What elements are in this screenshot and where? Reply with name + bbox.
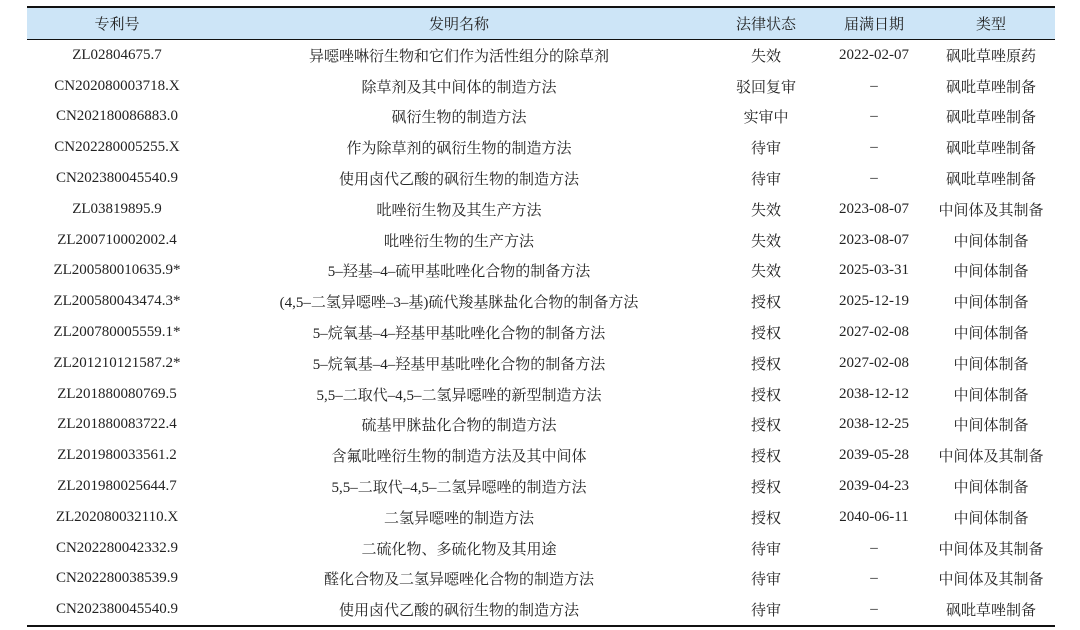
cell-patent-no: ZL201980025644.7 — [57, 478, 177, 495]
cell-legal-status: 授权 — [750, 387, 781, 404]
cell-type: 中间体及其制备 — [938, 202, 1044, 219]
cell-type: 中间体制备 — [953, 510, 1029, 527]
cell-type: 砜吡草唑制备 — [945, 110, 1036, 127]
cell-type: 中间体制备 — [953, 480, 1029, 497]
cell-type: 中间体制备 — [953, 418, 1029, 435]
cell-legal-status: 授权 — [750, 295, 781, 312]
cell-invention-name: 5,5–二取代–4,5–二氢异噁唑的制造方法 — [331, 480, 587, 497]
table-row — [27, 564, 1055, 595]
cell-expiry-date: 2023-08-07 — [839, 231, 909, 248]
cell-patent-no: ZL200580043474.3* — [53, 293, 181, 310]
table-row — [27, 194, 1055, 225]
cell-invention-name: 吡唑衍生物及其生产方法 — [376, 202, 542, 219]
cell-expiry-date: – — [870, 601, 878, 618]
cell-invention-name: 含氟吡唑衍生物的制造方法及其中间体 — [331, 449, 587, 466]
cell-patent-no: ZL201880080769.5 — [57, 385, 177, 402]
cell-legal-status: 失效 — [750, 233, 781, 250]
table-row — [27, 410, 1055, 441]
cell-patent-no: ZL200780005559.1* — [53, 324, 181, 341]
cell-invention-name: 使用卤代乙酸的砜衍生物的制造方法 — [338, 603, 579, 620]
cell-legal-status: 待审 — [750, 141, 781, 158]
cell-invention-name: 5–羟基–4–硫甲基吡唑化合物的制备方法 — [327, 264, 591, 281]
cell-legal-status: 授权 — [750, 510, 781, 527]
cell-invention-name: 吡唑衍生物的生产方法 — [383, 233, 534, 250]
header-patent-no: 专利号 — [94, 17, 140, 33]
table-row — [27, 102, 1055, 133]
cell-type: 中间体制备 — [953, 326, 1029, 343]
table-row — [27, 533, 1055, 564]
cell-patent-no: ZL200580010635.9* — [53, 262, 181, 279]
table-row — [27, 594, 1055, 626]
cell-patent-no: CN202080003718.X — [54, 77, 180, 94]
cell-expiry-date: 2023-08-07 — [839, 200, 909, 217]
cell-patent-no: ZL201980033561.2 — [57, 447, 177, 464]
cell-expiry-date: 2038-12-12 — [839, 385, 909, 402]
cell-patent-no: CN202280042332.9 — [55, 539, 179, 556]
header-legal-status: 法律状态 — [735, 17, 796, 33]
patent-table — [27, 6, 1055, 627]
table-row — [27, 286, 1055, 317]
cell-expiry-date: 2025-12-19 — [839, 293, 909, 310]
cell-expiry-date: – — [870, 139, 878, 156]
cell-invention-name: 5–烷氧基–4–羟基甲基吡唑化合物的制备方法 — [312, 356, 606, 373]
cell-expiry-date: 2022-02-07 — [839, 46, 909, 63]
cell-patent-no: CN202280038539.9 — [55, 570, 179, 587]
cell-patent-no: ZL202080032110.X — [55, 508, 179, 525]
header-expiry-date: 届满日期 — [843, 17, 904, 33]
cell-type: 中间体制备 — [953, 233, 1029, 250]
cell-invention-name: 二氢异噁唑的制造方法 — [383, 510, 534, 527]
cell-type: 中间体及其制备 — [938, 449, 1044, 466]
cell-legal-status: 驳回复审 — [735, 79, 796, 96]
cell-expiry-date: 2038-12-25 — [839, 416, 909, 433]
cell-type: 中间体制备 — [953, 264, 1029, 281]
table-row — [27, 40, 1055, 71]
cell-legal-status: 待审 — [750, 572, 781, 589]
table-body — [27, 40, 1055, 627]
cell-invention-name: (4,5–二氢异噁唑–3–基)硫代羧基脒盐化合物的制备方法 — [279, 295, 639, 312]
header-type: 类型 — [975, 17, 1006, 33]
cell-invention-name: 使用卤代乙酸的砜衍生物的制造方法 — [338, 172, 579, 189]
cell-expiry-date: – — [870, 77, 878, 94]
cell-patent-no: ZL02804675.7 — [72, 46, 162, 63]
table-row — [27, 71, 1055, 102]
cell-patent-no: CN202380045540.9 — [55, 601, 179, 618]
cell-legal-status: 授权 — [750, 418, 781, 435]
cell-type: 砜吡草唑制备 — [945, 172, 1036, 189]
cell-legal-status: 失效 — [750, 264, 781, 281]
cell-legal-status: 实审中 — [743, 110, 789, 127]
cell-invention-name: 作为除草剂的砜衍生物的制造方法 — [346, 141, 572, 158]
cell-invention-name: 5,5–二取代–4,5–二氢异噁唑的新型制造方法 — [316, 387, 602, 404]
cell-legal-status: 失效 — [750, 48, 781, 65]
cell-patent-no: ZL200710002002.4 — [57, 231, 177, 248]
cell-type: 砜吡草唑制备 — [945, 603, 1036, 620]
cell-patent-no: ZL03819895.9 — [72, 200, 162, 217]
cell-invention-name: 硫基甲脒盐化合物的制造方法 — [361, 418, 557, 435]
cell-expiry-date: 2027-02-08 — [839, 324, 909, 341]
cell-legal-status: 授权 — [750, 356, 781, 373]
cell-type: 中间体及其制备 — [938, 572, 1044, 589]
table-row — [27, 132, 1055, 163]
cell-legal-status: 待审 — [750, 541, 781, 558]
header-invention-name: 发明名称 — [428, 17, 489, 33]
cell-legal-status: 失效 — [750, 202, 781, 219]
cell-expiry-date: 2040-06-11 — [839, 508, 909, 525]
cell-type: 中间体及其制备 — [938, 541, 1044, 558]
cell-type: 砜吡草唑制备 — [945, 79, 1036, 96]
cell-invention-name: 二硫化物、多硫化物及其用途 — [361, 541, 557, 558]
cell-expiry-date: 2039-05-28 — [839, 447, 909, 464]
cell-type: 中间体制备 — [953, 295, 1029, 312]
table-header — [27, 7, 1055, 40]
cell-type: 中间体制备 — [953, 356, 1029, 373]
table-row — [27, 348, 1055, 379]
cell-expiry-date: 2039-04-23 — [839, 478, 909, 495]
table-row — [27, 502, 1055, 533]
table-row — [27, 256, 1055, 287]
table-row — [27, 379, 1055, 410]
cell-expiry-date: – — [870, 570, 878, 587]
cell-invention-name: 砜衍生物的制造方法 — [391, 110, 527, 127]
cell-expiry-date: 2025-03-31 — [839, 262, 909, 279]
cell-expiry-date: – — [870, 539, 878, 556]
cell-legal-status: 授权 — [750, 326, 781, 343]
cell-patent-no: ZL201880083722.4 — [57, 416, 177, 433]
cell-patent-no: ZL201210121587.2* — [53, 354, 181, 371]
table-row — [27, 163, 1055, 194]
cell-expiry-date: – — [870, 108, 878, 125]
cell-legal-status: 待审 — [750, 172, 781, 189]
cell-legal-status: 待审 — [750, 603, 781, 620]
cell-expiry-date: 2027-02-08 — [839, 354, 909, 371]
cell-legal-status: 授权 — [750, 449, 781, 466]
table-row — [27, 440, 1055, 471]
cell-type: 砜吡草唑制备 — [945, 141, 1036, 158]
cell-legal-status: 授权 — [750, 480, 781, 497]
cell-invention-name: 5–烷氧基–4–羟基甲基吡唑化合物的制备方法 — [312, 326, 606, 343]
cell-expiry-date: – — [870, 170, 878, 187]
cell-patent-no: CN202180086883.0 — [55, 108, 179, 125]
cell-invention-name: 除草剂及其中间体的制造方法 — [361, 79, 557, 96]
cell-type: 中间体制备 — [953, 387, 1029, 404]
cell-invention-name: 醛化合物及二氢异噁唑化合物的制造方法 — [323, 572, 594, 589]
cell-invention-name: 异噁唑啉衍生物和它们作为活性组分的除草剂 — [308, 48, 609, 65]
table-row — [27, 225, 1055, 256]
table-row — [27, 471, 1055, 502]
cell-type: 砜吡草唑原药 — [945, 48, 1036, 65]
cell-patent-no: CN202380045540.9 — [55, 170, 179, 187]
table-row — [27, 317, 1055, 348]
cell-patent-no: CN202280005255.X — [54, 139, 180, 156]
